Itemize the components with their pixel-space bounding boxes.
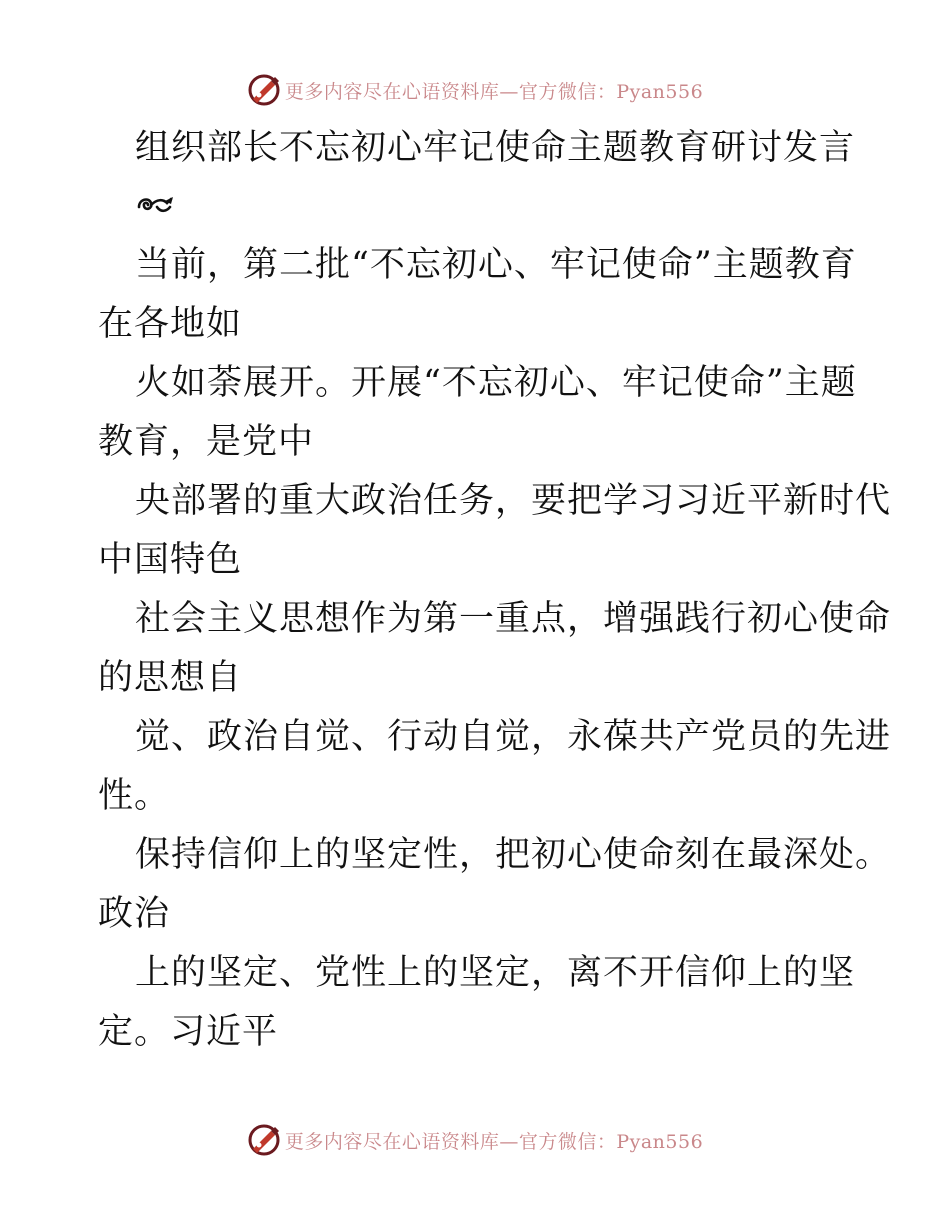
text-line: 中国特色 [98, 540, 243, 580]
text-line: 保持信仰上的坚定性，把初心使命刻在最深处。 [135, 835, 892, 875]
paragraph-3 [98, 472, 892, 590]
header-banner-text: 更多内容尽在心语资料库—官方微信：Pyan556 [284, 80, 704, 103]
paragraph-7 [98, 944, 858, 1062]
paragraph-2 [98, 354, 858, 472]
header-banner [0, 70, 950, 110]
title-ornament [135, 176, 858, 236]
text-line: 上的坚定、党性上的坚定，离不开信仰上的坚 [135, 953, 856, 993]
text-line: 政治 [98, 894, 171, 934]
footer-banner-text: 更多内容尽在心语资料库—官方微信：Pyan556 [284, 1130, 704, 1153]
pen-seal-logo-icon [247, 1123, 281, 1157]
text-line: 性。 [98, 776, 171, 816]
text-line: 央部署的重大政治任务，要把学习习近平新时代 [135, 481, 892, 521]
text-line: 教育，是党中 [98, 422, 315, 462]
paragraph-5 [98, 708, 892, 826]
footer-banner [0, 1120, 950, 1160]
paragraph-4 [98, 590, 892, 708]
paragraph-6 [98, 826, 892, 944]
paragraph-1 [98, 236, 858, 354]
text-line: 定。习近平 [98, 1012, 279, 1052]
text-line: 在各地如 [98, 304, 243, 344]
text-line: 社会主义思想作为第一重点，增强践行初心使命 [135, 599, 892, 639]
swirl-ornament-icon [135, 193, 175, 219]
text-line: 当前，第二批“不忘初心、牢记使命”主题教育 [135, 245, 857, 285]
text-line: 火如荼展开。开展“不忘初心、牢记使命”主题 [135, 363, 857, 403]
document-body [98, 120, 892, 1062]
text-line: 觉、政治自觉、行动自觉，永葆共产党员的先进 [135, 717, 892, 757]
document-title: 组织部长不忘初心牢记使命主题教育研讨发言 [135, 128, 856, 168]
text-line: 的思想自 [98, 658, 243, 698]
pen-seal-logo-icon [247, 73, 281, 107]
